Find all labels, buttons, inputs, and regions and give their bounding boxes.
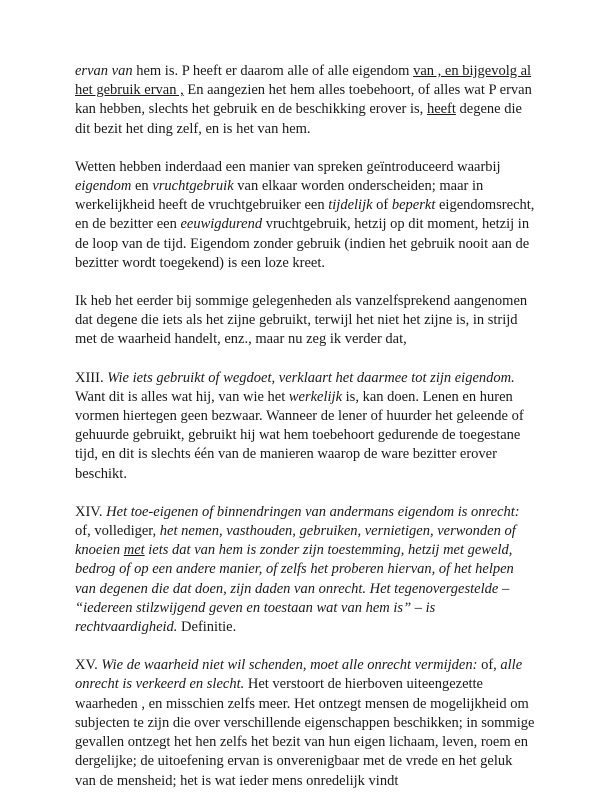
text: of (372, 197, 392, 214)
text: is, kan doen. Lenen en huren vormen hiertegen geen bezwaar. Wanneer de lener of huurder het geleende of gehuurde gebruikt, gebruikt hij wat hem toebehoort gedurende de toegestane tijd, en dit is slechts één van de manieren waarop de ware bezitter erover beschikt. (75, 388, 524, 482)
italic-text: ervan van (75, 63, 133, 79)
italic-text: alle onrecht is verkeerd en slecht. (75, 657, 523, 693)
italic-text: Wie iets gebruikt of wegdoet, verklaart het daarmee tot zijn eigendom. (107, 369, 515, 386)
text: Wetten hebben inderdaad een manier van spreken geïntroduceerd waarbij (75, 158, 501, 175)
section-number: XV. (75, 657, 102, 674)
paragraph-3 (75, 292, 535, 350)
italic-text: werkelijk (288, 388, 343, 405)
italic-text: eigendom (75, 178, 132, 195)
section-number: XIV. (75, 503, 107, 520)
paragraph-5-section-xiv (75, 503, 535, 637)
section-number: XIII. (75, 369, 108, 386)
text: van elkaar worden onderscheiden; maar in werkelijkheid heeft de vruchtgebruiker een (75, 178, 484, 214)
italic-text: eeuwigdurend (180, 216, 263, 233)
italic-text: beperkt (391, 197, 436, 214)
paragraph-4-section-xiii (75, 369, 535, 484)
text: vruchtgebruik, hetzij op dit moment, hetzij in de loop van de tijd. Eigendom zonder gebruik (indien het gebruik nooit aan de bezitter wordt toegekend) is een loze kreet. (75, 216, 530, 271)
paragraph-2 (75, 158, 535, 273)
italic-text: vruchtgebruik (152, 178, 234, 195)
underlined-italic-text: met (123, 542, 145, 559)
document-page (75, 62, 535, 810)
text: Het verstoort de hierboven uiteengezette waarheden , en misschien zelfs meer. Het ontzegt mensen de mogelijkheid om subjecten te zijn die over verschillende eigenschappen beschikken; in sommige gevallen ontzegt het hen zelfs het bezit van hun eigen lichaam, leven, roem en dergelijke; de uitoefening ervan is onverenigbaar met de vrede en het geluk van de mensheid; het is wat ieder mens onredelijk vindt (75, 676, 535, 789)
italic-text: iets dat van hem is zonder zijn toestemming, hetzij met geweld, bedrog of op een andere manier, of zelfs het proberen hiervan, of het helpen van degenen die dat doen, zijn daden van onrecht. Het tegenovergestelde – “iedereen stilzwijgend geven en toestaan wat van hem is” – is rechtvaardigheid. (75, 542, 514, 636)
text: Ik heb het eerder bij sommige gelegenheden als vanzelfsprekend aangenomen dat degene die iets als het zijne gebruikt, terwijl het niet het zijne is, in strijd met de waarheid handelt, enz., maar nu zeg ik verder dat, (75, 293, 528, 348)
text: En aangezien het hem alles toebehoort, of alles wat P ervan kan hebben, slechts het gebruik en de beschikking erover is, (75, 82, 532, 118)
italic-text: Het toe-eigenen of binnendringen van andermans eigendom is onrecht: (106, 503, 520, 520)
text: en (131, 178, 153, 195)
text: Want dit is alles wat hij, van wie het (75, 388, 289, 405)
italic-text: het nemen, vasthouden, gebruiken, vernietigen, verwonden of knoeien (75, 523, 516, 559)
paragraph-6-section-xv (75, 656, 535, 790)
paragraph-1 (75, 62, 535, 139)
text: of, (477, 657, 501, 674)
text: eigendomsrecht, en de bezitter een (75, 197, 535, 233)
italic-text: tijdelijk (328, 197, 373, 214)
underlined-text: van , en bijgevolg al het gebruik ervan , (75, 63, 532, 99)
text: of, vollediger, (75, 523, 160, 540)
text: degene die dit bezit het ding zelf, en is het van hem. (75, 101, 522, 137)
text: Definitie. (177, 619, 237, 636)
italic-text: Wie de waarheid niet wil schenden, moet alle onrecht vermijden: (101, 657, 478, 674)
underlined-text: heeft (426, 101, 456, 118)
text: hem is. P heeft er daarom alle of alle eigendom (132, 63, 414, 79)
